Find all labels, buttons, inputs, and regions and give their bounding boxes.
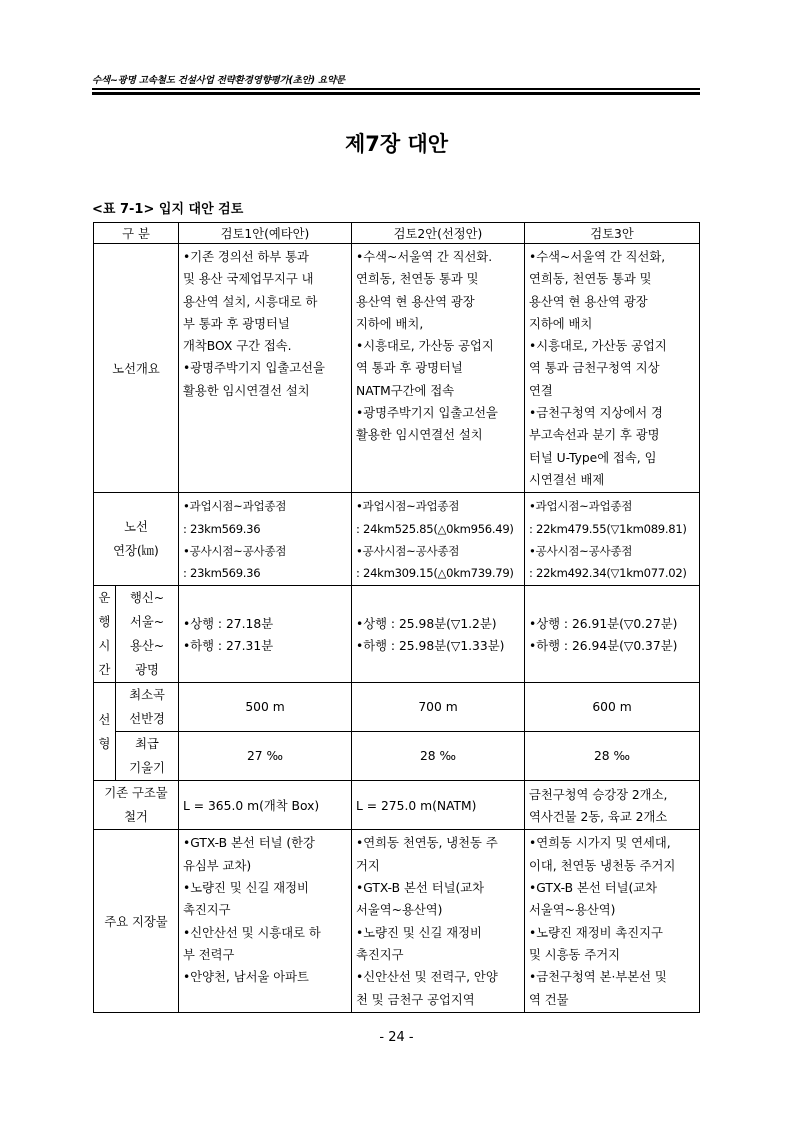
label-demolition — [94, 781, 179, 830]
obstacles-alt3 — [525, 830, 700, 1012]
text-line: 시 — [98, 639, 111, 654]
text-line: : 24km525.85(△0km956.49) — [356, 521, 514, 536]
table-caption: <표 7-1> 입지 대안 검토 — [92, 202, 244, 217]
text-line: •금천구청역 지상에서 경 — [529, 406, 663, 421]
text-line: •하행 : 25.98분(▽1.33분) — [356, 638, 505, 653]
text-line: 형 — [98, 736, 111, 751]
text-line: 최급 — [135, 737, 159, 752]
text-line: •시흥대로, 가산동 공업지 — [529, 339, 667, 354]
text-line: 이대, 천연동 냉천동 주거지 — [529, 858, 676, 873]
text-line: 최소곡 — [129, 688, 165, 703]
text-line: 활용한 임시연결선 설치 — [356, 428, 483, 443]
demolition-alt1 — [179, 781, 352, 830]
route-overview-alt2 — [352, 244, 525, 493]
text-line: 역 건물 — [529, 992, 569, 1007]
obstacles-alt1 — [179, 830, 352, 1012]
text-line: 광명 — [135, 663, 159, 678]
text-line: •공사시점~공사종점 — [183, 543, 287, 558]
label-route-length — [94, 493, 179, 586]
text-line: •노량진 재정비 촉진지구 — [529, 925, 663, 940]
text-line: •GTX-B 본선 터널 (한강 — [183, 836, 315, 851]
header-alt2: 검토2안(선정안) — [352, 223, 525, 244]
text-line: 부 통과 후 광명터널 — [183, 316, 290, 331]
header-alt1: 검토1안(예타안) — [179, 223, 352, 244]
text-line: 유심부 교차) — [183, 858, 252, 873]
running-header: 수색~광명 고속철도 건설사업 전략환경영향평가(초안) 요약문 — [92, 75, 345, 86]
header-rule — [92, 88, 700, 90]
max-grade-alt3: 28 ‰ — [525, 732, 700, 781]
label-travel-time-group — [94, 586, 116, 683]
min-radius-alt1: 500 m — [179, 683, 352, 732]
text-line: 촉진지구 — [183, 903, 231, 918]
text-line: 용산역 현 용산역 광장 — [529, 294, 648, 309]
text-line: 활용한 임시연결선 설치 — [183, 383, 310, 398]
chapter-title: 제7장 대안 — [344, 132, 449, 156]
text-line: •과업시점~과업종점 — [529, 499, 633, 514]
text-line: 천 및 금천구 공업지역 — [356, 992, 475, 1007]
header-rule-thick — [92, 92, 700, 95]
text-line: •수색~서울역 간 직선화, — [529, 250, 666, 264]
text-line: : 22km479.55(▽1km089.81) — [529, 521, 687, 536]
text-line: 연희동, 천연동 통과 및 — [356, 272, 479, 287]
text-line: •GTX-B 본선 터널(교차 — [356, 881, 485, 896]
text-line: 선반경 — [129, 712, 165, 727]
text-line: 선 — [98, 712, 111, 727]
text-line: •노량진 및 신길 재정비 — [183, 881, 309, 896]
text-line: : 24km309.15(△0km739.79) — [356, 566, 514, 581]
text-line: •신안산선 및 전력구, 안양 — [356, 970, 498, 985]
text-line: •시흥대로, 가산동 공업지 — [356, 339, 494, 354]
text-line: 지하에 배치, — [356, 316, 424, 331]
text-line: •노량진 및 신길 재정비 — [356, 925, 482, 940]
text-line: •광명주박기지 입출고선을 — [183, 361, 325, 376]
text-line: •광명주박기지 입출고선을 — [356, 406, 498, 421]
alternatives-table — [93, 222, 700, 1013]
text-line: 행신~ — [129, 591, 165, 606]
text-line: 연희동, 천연동 통과 및 — [529, 272, 652, 287]
travel-time-alt2 — [352, 586, 525, 683]
text-line: 노선 — [124, 520, 148, 535]
text-line: 거지 — [356, 858, 380, 873]
label-travel-time-route — [116, 586, 179, 683]
header-division: 구 분 — [94, 223, 179, 244]
demolition-alt2 — [352, 781, 525, 830]
text-line: : 23km569.36 — [183, 566, 261, 581]
text-line: •과업시점~과업종점 — [183, 499, 287, 514]
text-line: 역 통과 금천구청역 지상 — [529, 361, 660, 376]
text-line: 용산역 설치, 시흥대로 하 — [183, 294, 318, 309]
text-line: 연결 — [529, 383, 553, 398]
page-number: - 24 - — [379, 1030, 414, 1045]
text-line: 시연결선 배제 — [529, 472, 605, 487]
text-line: 간 — [98, 663, 111, 678]
min-radius-alt2: 700 m — [352, 683, 525, 732]
text-line: L = 365.0 m(개착 Box) — [183, 798, 320, 813]
text-line: 철거 — [124, 810, 148, 825]
text-line: •연희동 시가지 및 연세대, — [529, 836, 671, 851]
route-overview-alt3 — [525, 244, 700, 493]
text-line: •하행 : 26.94분(▽0.37분) — [529, 638, 678, 653]
text-line: •하행 : 27.31분 — [183, 638, 274, 653]
demolition-alt3 — [525, 781, 700, 830]
text-line: 기울기 — [129, 761, 165, 776]
text-line: 역 통과 후 광명터널 — [356, 361, 463, 376]
text-line: 부고속선과 분기 후 광명 — [529, 428, 660, 443]
text-line: •상행 : 27.18분 — [183, 616, 274, 631]
text-line: 및 시흥동 주거지 — [529, 947, 620, 962]
row-max-grade — [94, 732, 700, 781]
text-line: 및 용산 국제업무지구 내 — [183, 272, 314, 287]
text-line: •기존 경의선 하부 통과 — [183, 250, 309, 264]
text-line: •공사시점~공사종점 — [529, 543, 633, 558]
text-line: •상행 : 25.98분(▽1.2분) — [356, 616, 497, 631]
text-line: 지하에 배치 — [529, 316, 593, 331]
text-line: •금천구청역 본·부본선 및 — [529, 970, 667, 985]
row-obstacles — [94, 830, 700, 1012]
header-alt3: 검토3안 — [525, 223, 700, 244]
travel-time-alt1 — [179, 586, 352, 683]
route-length-alt2 — [352, 493, 525, 586]
max-grade-alt1: 27 ‰ — [179, 732, 352, 781]
table-header-row — [94, 223, 700, 244]
travel-time-alt3 — [525, 586, 700, 683]
text-line: NATM구간에 접속 — [356, 383, 455, 398]
text-line: 기존 구조물 — [104, 786, 168, 801]
text-line: •과업시점~과업종점 — [356, 499, 460, 514]
label-obstacles: 주요 지장물 — [94, 830, 179, 1012]
text-line: 용산역 현 용산역 광장 — [356, 294, 475, 309]
row-travel-time — [94, 586, 700, 683]
text-line: : 23km569.36 — [183, 521, 261, 536]
text-line: 용산~ — [129, 639, 165, 654]
route-length-alt3 — [525, 493, 700, 586]
label-route-overview: 노선개요 — [94, 244, 179, 493]
text-line: •안양천, 남서울 아파트 — [183, 970, 309, 985]
text-line: 연장(㎞) — [113, 544, 159, 559]
min-radius-alt3: 600 m — [525, 683, 700, 732]
text-line: 서울역~용산역) — [356, 903, 443, 918]
row-demolition — [94, 781, 700, 830]
text-line: 운 — [98, 591, 111, 606]
text-line: 부 전력구 — [183, 947, 235, 962]
text-line: •수색~서울역 간 직선화. — [356, 250, 493, 264]
label-alignment-group — [94, 683, 116, 781]
text-line: •연희동 천연동, 냉천동 주 — [356, 836, 498, 851]
row-route-length — [94, 493, 700, 586]
text-line: 서울~ — [129, 615, 165, 630]
text-line: 행 — [98, 615, 111, 630]
label-min-radius — [116, 683, 179, 732]
text-line: 촉진지구 — [356, 947, 404, 962]
text-line: •상행 : 26.91분(▽0.27분) — [529, 616, 678, 631]
row-min-radius — [94, 683, 700, 732]
route-overview-alt1 — [179, 244, 352, 493]
max-grade-alt2: 28 ‰ — [352, 732, 525, 781]
label-max-grade — [116, 732, 179, 781]
text-line: •GTX-B 본선 터널(교차 — [529, 881, 658, 896]
text-line: L = 275.0 m(NATM) — [356, 798, 477, 813]
text-line: 개착BOX 구간 접속. — [183, 339, 292, 354]
text-line: : 22km492.34(▽1km077.02) — [529, 566, 687, 581]
route-length-alt1 — [179, 493, 352, 586]
text-line: 서울역~용산역) — [529, 903, 616, 918]
text-line: •신안산선 및 시흥대로 하 — [183, 925, 321, 940]
text-line: 금천구청역 승강장 2개소, — [529, 787, 668, 802]
row-route-overview — [94, 244, 700, 493]
obstacles-alt2 — [352, 830, 525, 1012]
text-line: 역사건물 2동, 육교 2개소 — [529, 809, 668, 824]
text-line: •공사시점~공사종점 — [356, 543, 460, 558]
text-line: 터널 U-Type에 접속, 임 — [529, 450, 657, 465]
